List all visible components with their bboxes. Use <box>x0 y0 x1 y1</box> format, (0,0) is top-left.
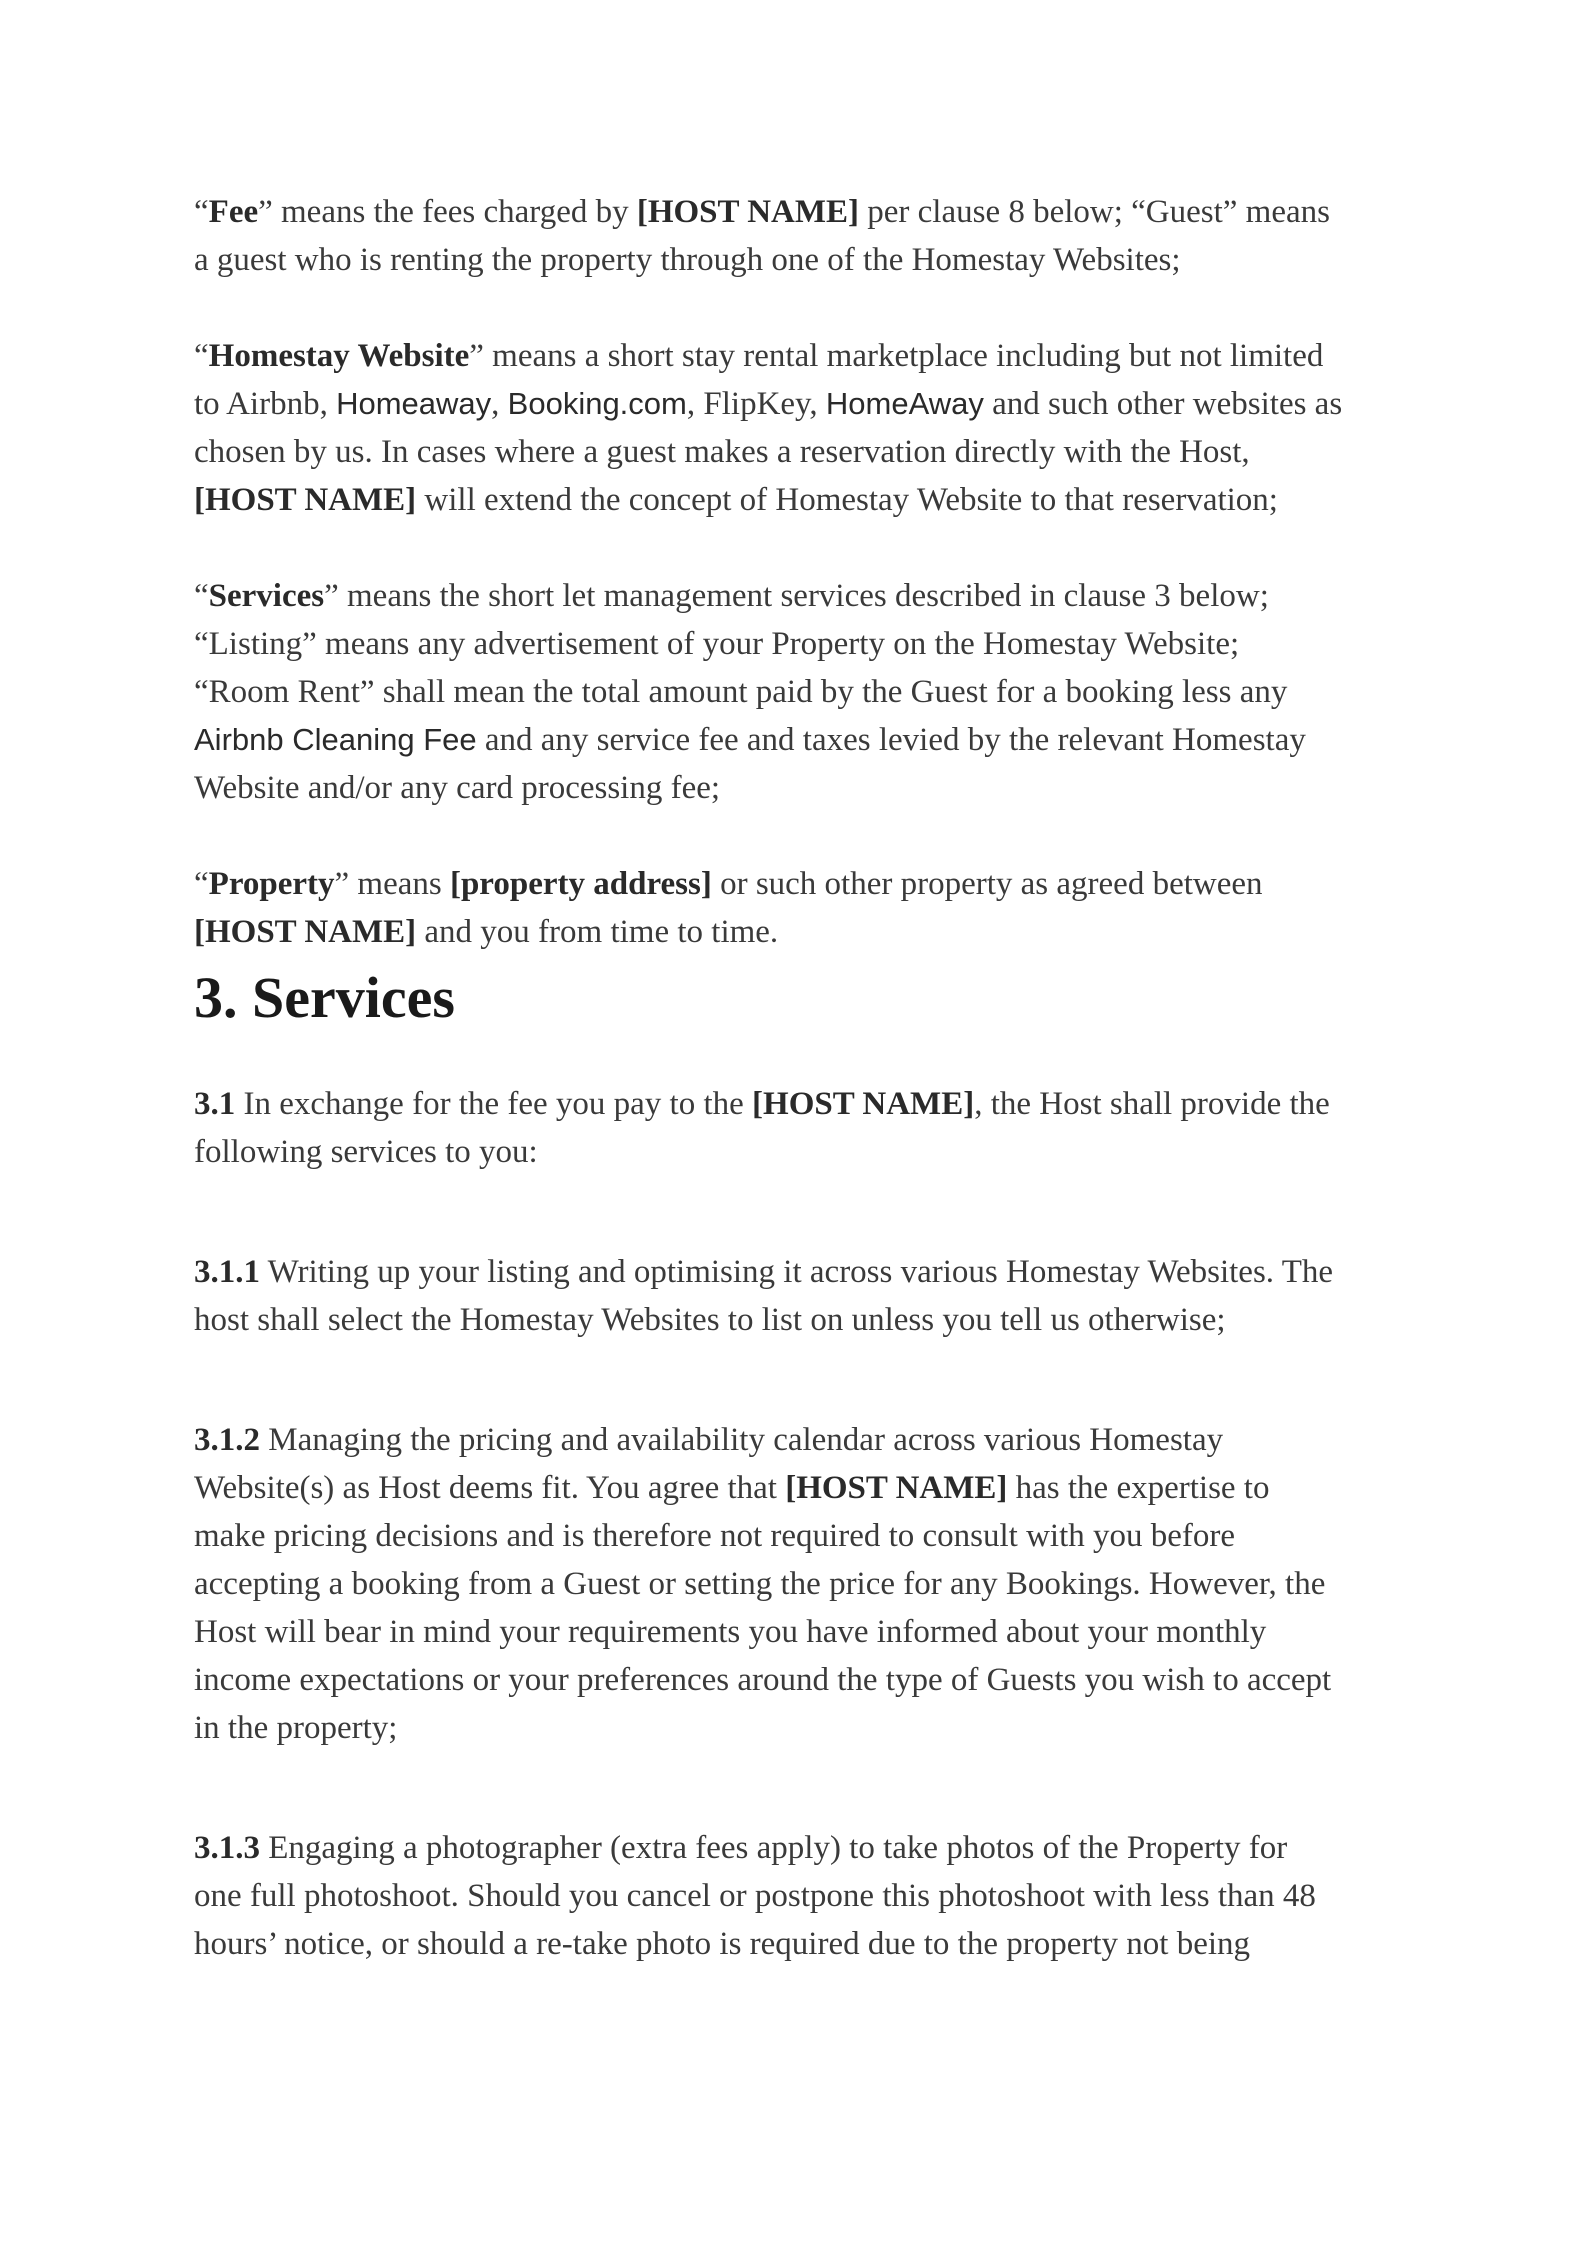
text: , FlipKey, <box>686 386 826 422</box>
link-booking-com[interactable]: Booking.com <box>507 386 687 421</box>
text: ” means a short stay rental marketplace including but not limited <box>469 338 1324 374</box>
host-name-placeholder: [HOST NAME] <box>194 914 417 950</box>
definition-services <box>194 572 1424 812</box>
link-airbnb-cleaning-fee[interactable]: Airbnb Cleaning Fee <box>194 722 477 757</box>
host-name-placeholder: [HOST NAME] <box>194 482 417 518</box>
term-services: Services <box>208 578 325 614</box>
text: following services to you: <box>194 1134 538 1170</box>
term-property: Property <box>208 866 335 902</box>
clause-3-1 <box>194 1080 1424 1176</box>
text: “ <box>194 338 209 374</box>
clause-3-1-1 <box>194 1248 1424 1344</box>
text: , the Host shall provide the <box>974 1086 1330 1122</box>
text: ” means the fees charged by <box>258 194 637 230</box>
clause-number: 3.1.3 <box>194 1830 260 1866</box>
text: Website and/or any card processing fee; <box>194 770 721 806</box>
host-name-placeholder: [HOST NAME] <box>636 194 859 230</box>
text: to Airbnb, <box>194 386 337 422</box>
text: hours’ notice, or should a re-take photo is required due to the property not being <box>194 1926 1251 1962</box>
text: Engaging a photographer (extra fees apply) to take photos of the Property for <box>260 1830 1288 1866</box>
property-address-placeholder: [property address] <box>449 866 712 902</box>
text: Host will bear in mind your requirements you have informed about your monthly <box>194 1614 1267 1650</box>
text: , <box>491 386 508 422</box>
text: per clause 8 below; “Guest” means <box>859 194 1330 230</box>
text: Writing up your listing and optimising it across various Homestay Websites. The <box>260 1254 1333 1290</box>
text: and any service fee and taxes levied by the relevant Homestay <box>476 722 1306 758</box>
text: Managing the pricing and availability calendar across various Homestay <box>260 1422 1224 1458</box>
clause-number: 3.1.2 <box>194 1422 260 1458</box>
definition-property <box>194 860 1424 956</box>
text: income expectations or your preferences around the type of Guests you wish to accept <box>194 1662 1332 1698</box>
term-fee: Fee <box>208 194 259 230</box>
clause-number: 3.1 <box>194 1086 236 1122</box>
host-name-placeholder: [HOST NAME] <box>785 1470 1008 1506</box>
text: “ <box>194 866 209 902</box>
definition-fee <box>194 188 1424 284</box>
text: ” means the short let management services described in clause 3 below; <box>324 578 1269 614</box>
host-name-placeholder: [HOST NAME] <box>752 1086 975 1122</box>
clause-3-1-3 <box>194 1824 1424 1968</box>
link-homeaway-2[interactable]: HomeAway <box>825 386 984 421</box>
text: and you from time to time. <box>416 914 779 950</box>
link-homeaway[interactable]: Homeaway <box>336 386 492 421</box>
definition-homestay-website <box>194 332 1424 524</box>
section-heading-services: 3. Services <box>194 965 455 1030</box>
text: ” means <box>334 866 450 902</box>
text: “ <box>194 578 209 614</box>
text: a guest who is renting the property through one of the Homestay Websites; <box>194 242 1181 278</box>
text: “Listing” means any advertisement of your Property on the Homestay Website; <box>194 626 1240 662</box>
text: or such other property as agreed between <box>711 866 1263 902</box>
text: “Room Rent” shall mean the total amount paid by the Guest for a booking less any <box>194 674 1288 710</box>
text: in the property; <box>194 1710 398 1746</box>
text: and such other websites as <box>983 386 1343 422</box>
text: In exchange for the fee you pay to the <box>235 1086 753 1122</box>
text: Website(s) as Host deems fit. You agree that <box>194 1470 786 1506</box>
text: host shall select the Homestay Websites to list on unless you tell us otherwise; <box>194 1302 1226 1338</box>
text: make pricing decisions and is therefore not required to consult with you before <box>194 1518 1236 1554</box>
document-page <box>194 188 1424 1968</box>
text: one full photoshoot. Should you cancel or postpone this photoshoot with less than 48 <box>194 1878 1316 1914</box>
term-homestay-website: Homestay Website <box>208 338 470 374</box>
clause-3-1-2 <box>194 1416 1424 1752</box>
text: will extend the concept of Homestay Website to that reservation; <box>416 482 1278 518</box>
clause-number: 3.1.1 <box>194 1254 260 1290</box>
text: chosen by us. In cases where a guest makes a reservation directly with the Host, <box>194 434 1250 470</box>
text: “ <box>194 194 209 230</box>
text: has the expertise to <box>1007 1470 1270 1506</box>
text: accepting a booking from a Guest or setting the price for any Bookings. However, the <box>194 1566 1326 1602</box>
